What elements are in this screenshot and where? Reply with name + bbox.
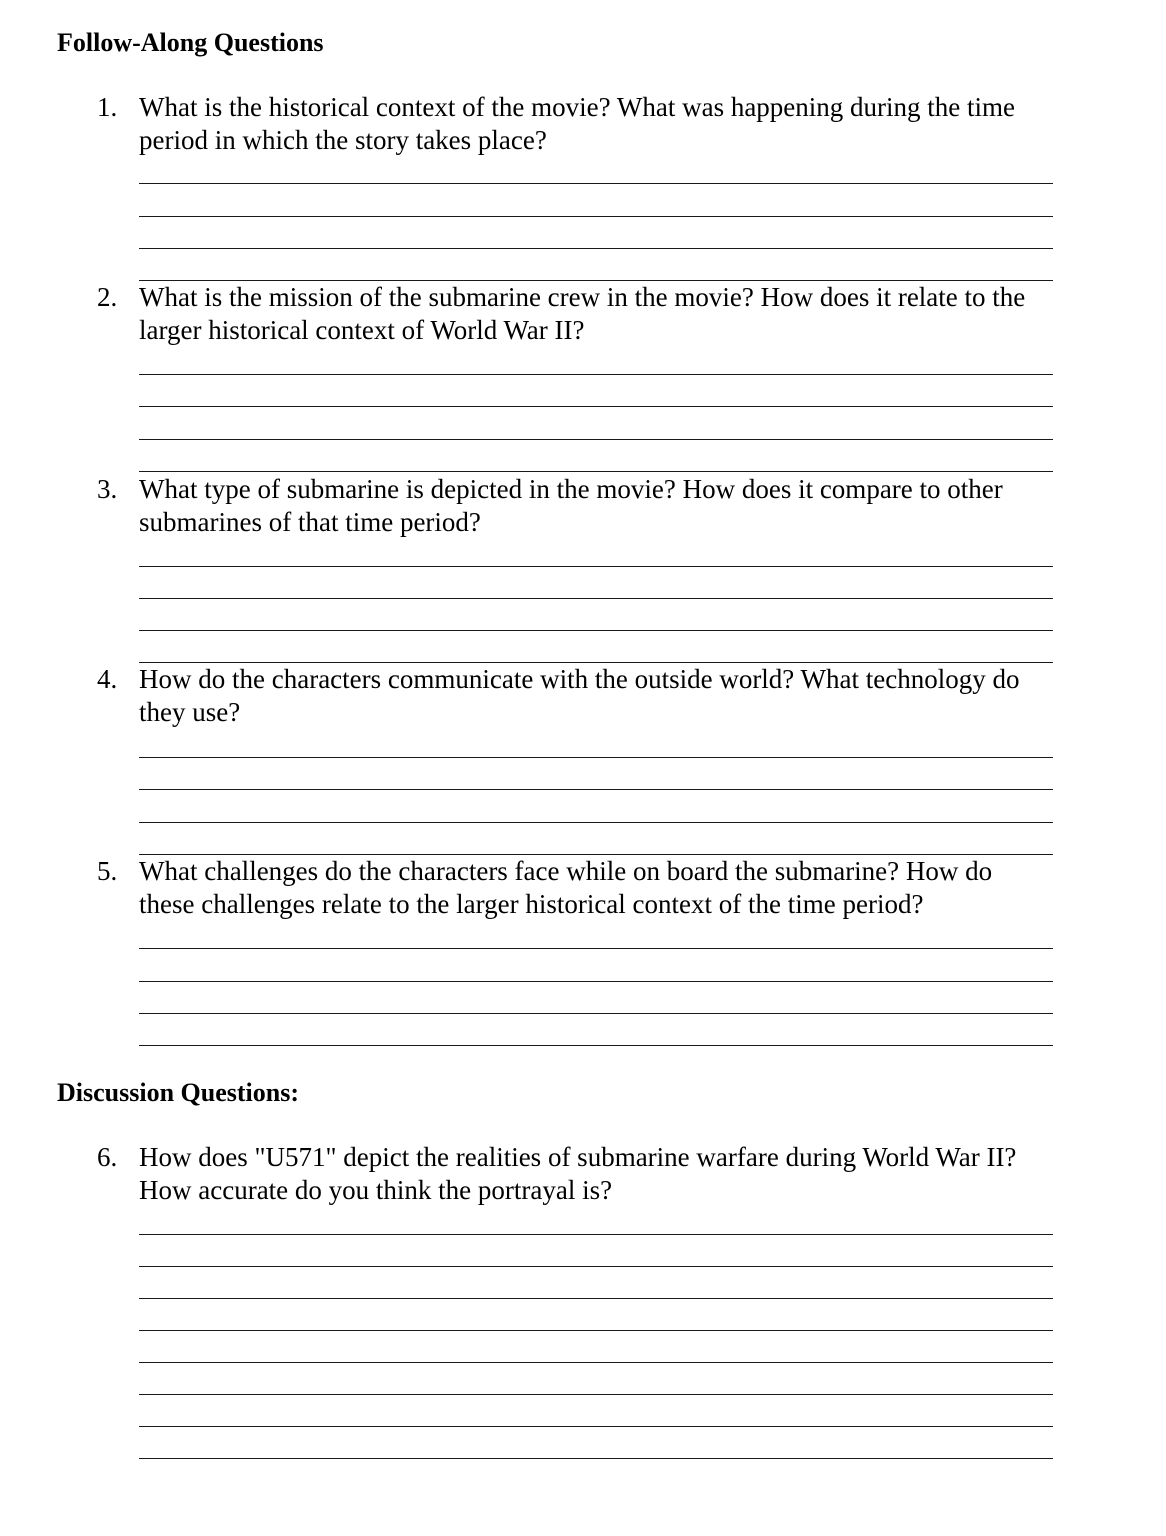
discussion-heading: Discussion Questions:	[57, 1078, 299, 1107]
answer-line[interactable]	[139, 471, 1053, 472]
answer-line[interactable]	[139, 1013, 1053, 1014]
answer-line[interactable]	[139, 757, 1053, 758]
question-text-line: What is the historical context of the movie? What was happening during the time	[139, 92, 1016, 122]
answer-line[interactable]	[139, 216, 1053, 217]
answer-line[interactable]	[139, 248, 1053, 249]
answer-line[interactable]	[139, 981, 1053, 982]
answer-line[interactable]	[139, 948, 1053, 949]
answer-line[interactable]	[139, 566, 1053, 567]
question-text-line: submarines of that time period?	[139, 506, 481, 537]
question-text-line: How do the characters communicate with the outside world? What technology do	[139, 664, 1020, 694]
answer-line[interactable]	[139, 1298, 1053, 1299]
question-text-line: What is the mission of the submarine crew in the movie? How does it relate to the	[139, 282, 1026, 312]
question-text-line: these challenges relate to the larger historical context of the time period?	[139, 888, 924, 919]
answer-line[interactable]	[139, 1458, 1053, 1459]
question-text-line: What challenges do the characters face while on board the submarine? How do	[139, 856, 993, 886]
question-text	[139, 473, 1059, 538]
question-number: 2.	[97, 282, 118, 312]
answer-line[interactable]	[139, 406, 1053, 407]
question-text-line: What type of submarine is depicted in the movie? How does it compare to other	[139, 474, 1003, 504]
question-text-line: How does "U571" depict the realities of submarine warfare during World War II?	[139, 1142, 1017, 1172]
question-text	[139, 663, 1059, 728]
answer-line[interactable]	[139, 1394, 1053, 1395]
question-number: 3.	[97, 474, 118, 504]
question-text-line: How accurate do you think the portrayal is?	[139, 1174, 613, 1205]
answer-line[interactable]	[139, 822, 1053, 823]
follow-along-heading: Follow-Along Questions	[57, 28, 324, 57]
question-number: 4.	[97, 664, 118, 694]
question-number: 5.	[97, 856, 118, 886]
answer-line[interactable]	[139, 1426, 1053, 1427]
answer-line[interactable]	[139, 1045, 1053, 1046]
question-text-line: period in which the story takes place?	[139, 124, 547, 155]
answer-line[interactable]	[139, 789, 1053, 790]
answer-line[interactable]	[139, 374, 1053, 375]
answer-line[interactable]	[139, 1266, 1053, 1267]
answer-line[interactable]	[139, 630, 1053, 631]
question-number: 6.	[97, 1142, 118, 1172]
question-text-line: larger historical context of World War II?	[139, 314, 585, 345]
question-text	[139, 1141, 1059, 1206]
answer-line[interactable]	[139, 1234, 1053, 1235]
question-text	[139, 281, 1059, 346]
question-text-line: they use?	[139, 696, 241, 727]
answer-line[interactable]	[139, 183, 1053, 184]
answer-line[interactable]	[139, 1330, 1053, 1331]
question-text	[139, 91, 1059, 156]
question-text	[139, 855, 1059, 920]
question-number: 1.	[97, 92, 118, 122]
answer-line[interactable]	[139, 598, 1053, 599]
answer-line[interactable]	[139, 1362, 1053, 1363]
answer-line[interactable]	[139, 439, 1053, 440]
